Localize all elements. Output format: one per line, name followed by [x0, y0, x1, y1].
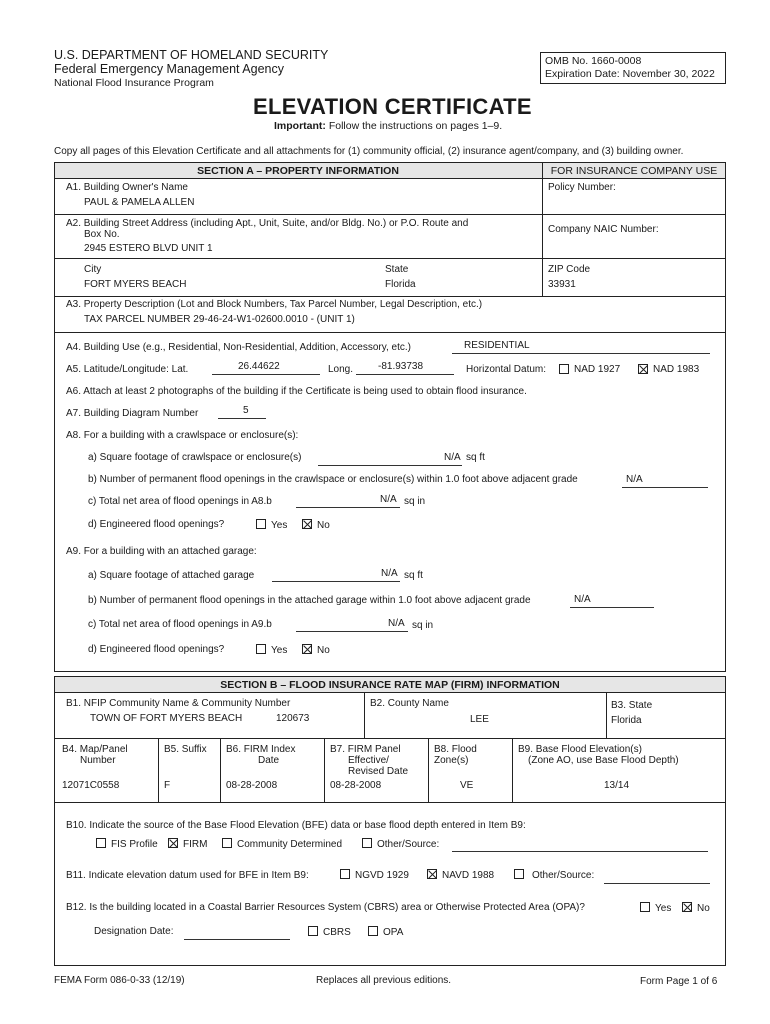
- replaces-note: Replaces all previous editions.: [316, 975, 452, 986]
- b8-label-cont: Zone(s): [434, 755, 469, 766]
- important-text: Follow the instructions on pages 1–9.: [325, 120, 503, 132]
- naic-number-label: Company NAIC Number:: [548, 224, 659, 235]
- b12-yes-label: Yes: [655, 903, 672, 914]
- b11-label: B11. Indicate elevation datum used for BFE in Item B9:: [66, 870, 309, 881]
- a9a-value[interactable]: N/A: [381, 568, 398, 579]
- ngvd1929-checkbox[interactable]: [340, 869, 350, 879]
- navd1988-label: NAVD 1988: [442, 870, 495, 881]
- a9d-yes-checkbox[interactable]: [256, 644, 266, 654]
- a5-label: A5. Latitude/Longitude: Lat.: [66, 364, 189, 375]
- nad1983-checkbox[interactable]: [638, 364, 648, 374]
- section-b-heading: SECTION B – FLOOD INSURANCE RATE MAP (FIRM) INFORMATION: [220, 679, 560, 691]
- community-determined-label: Community Determined: [237, 839, 343, 850]
- designation-date-label: Designation Date:: [94, 926, 174, 937]
- a5-long-label: Long.: [328, 364, 354, 375]
- a7-diagram-number[interactable]: 5: [243, 405, 249, 416]
- b2-county[interactable]: LEE: [470, 714, 489, 725]
- a8d-yes-checkbox[interactable]: [256, 519, 266, 529]
- a6-label: A6. Attach at least 2 photographs of the building if the Certificate is being used to obtain flood insurance.: [66, 386, 527, 397]
- ngvd1929-label: NGVD 1929: [355, 870, 409, 881]
- opa-checkbox[interactable]: [368, 926, 378, 936]
- b6-firm-index-date[interactable]: 08-28-2008: [226, 780, 278, 791]
- a9-label: A9. For a building with an attached garage:: [66, 546, 257, 557]
- opa-label: OPA: [383, 927, 404, 938]
- a8d-no-label: No: [317, 520, 330, 531]
- a4-building-use[interactable]: RESIDENTIAL: [464, 340, 530, 351]
- important-label: Important:: [274, 120, 326, 132]
- zip-label: ZIP Code: [548, 264, 591, 275]
- a9a-label: a) Square footage of attached garage: [88, 570, 255, 581]
- fis-profile-label: FIS Profile: [111, 839, 158, 850]
- a9b-label: b) Number of permanent flood openings in the attached garage within 1.0 foot above adjacent grade: [88, 595, 531, 606]
- a3-label: A3. Property Description (Lot and Block Numbers, Tax Parcel Number, Legal Description, etc.): [66, 299, 483, 310]
- state-value[interactable]: Florida: [385, 279, 416, 290]
- a8d-label: d) Engineered flood openings?: [88, 519, 225, 530]
- copy-note: Copy all pages of this Elevation Certificate and all attachments for (1) community official, (2) insurance agent/company, and (3) building owner.: [54, 146, 684, 157]
- b7-label-cont: Effective/: [348, 755, 389, 766]
- community-determined-checkbox[interactable]: [222, 838, 232, 848]
- b12-no-label: No: [697, 903, 710, 914]
- a8a-unit: sq ft: [466, 452, 485, 463]
- form-title: ELEVATION CERTIFICATE: [253, 94, 532, 119]
- a8a-value[interactable]: N/A: [444, 452, 461, 463]
- a8d-no-checkbox[interactable]: [302, 519, 312, 529]
- a9c-label: c) Total net area of flood openings in A9.b: [88, 619, 272, 630]
- b11-other-label: Other/Source:: [532, 870, 595, 881]
- b11-other-checkbox[interactable]: [514, 869, 524, 879]
- b4-label: B4. Map/Panel: [62, 744, 128, 755]
- b4-map-panel-number[interactable]: 12071C0558: [62, 780, 120, 791]
- b9-base-flood-elevation[interactable]: 13/14: [604, 780, 630, 791]
- a4-label: A4. Building Use (e.g., Residential, Non-Residential, Addition, Accessory, etc.): [66, 342, 411, 353]
- a3-property-description[interactable]: TAX PARCEL NUMBER 29-46-24-W1-02600.0010 - (UNIT 1): [84, 314, 355, 325]
- a2-street-address[interactable]: 2945 ESTERO BLVD UNIT 1: [84, 243, 213, 254]
- cbrs-label: CBRS: [323, 927, 351, 938]
- a9d-yes-label: Yes: [271, 645, 288, 656]
- a8d-yes-label: Yes: [271, 520, 288, 531]
- b12-no-checkbox[interactable]: [682, 902, 692, 912]
- b8-label: B8. Flood: [434, 744, 477, 755]
- other-source-checkbox[interactable]: [362, 838, 372, 848]
- agency-name: Federal Emergency Management Agency: [54, 62, 284, 76]
- b10-label: B10. Indicate the source of the Base Flood Elevation (BFE) data or base flood depth entered in Item B9:: [66, 820, 526, 831]
- page-number: Form Page 1 of 6: [640, 976, 718, 987]
- a5-latitude[interactable]: 26.44622: [238, 361, 280, 372]
- b7-label: B7. FIRM Panel: [330, 744, 401, 755]
- expiration-date: Expiration Date: November 30, 2022: [545, 68, 715, 80]
- b3-state[interactable]: Florida: [611, 715, 642, 726]
- b2-label: B2. County Name: [370, 698, 449, 709]
- b12-yes-checkbox[interactable]: [640, 902, 650, 912]
- horizontal-datum-label: Horizontal Datum:: [466, 364, 547, 375]
- nad1927-label: NAD 1927: [574, 364, 621, 375]
- nad1927-checkbox[interactable]: [559, 364, 569, 374]
- a1-owner-name[interactable]: PAUL & PAMELA ALLEN: [84, 197, 195, 208]
- a8-label: A8. For a building with a crawlspace or enclosure(s):: [66, 430, 299, 441]
- a8b-label: b) Number of permanent flood openings in the crawlspace or enclosure(s) within 1.0 foot above adjacent grade: [88, 474, 578, 485]
- section-a-heading: SECTION A – PROPERTY INFORMATION: [197, 165, 399, 177]
- b4-label-cont: Number: [80, 755, 116, 766]
- zip-value[interactable]: 33931: [548, 279, 576, 290]
- a2-label: A2. Building Street Address (including Apt., Unit, Suite, and/or Bldg. No.) or P.O. Route and: [66, 218, 469, 229]
- b5-label: B5. Suffix: [164, 744, 207, 755]
- a5-longitude[interactable]: -81.93738: [378, 361, 424, 372]
- b1-label: B1. NFIP Community Name & Community Number: [66, 698, 291, 709]
- a8c-unit: sq in: [404, 496, 426, 507]
- important-note: [274, 120, 502, 132]
- form-number: FEMA Form 086-0-33 (12/19): [54, 975, 185, 986]
- b1-community-number[interactable]: 120673: [276, 713, 310, 724]
- policy-number-label: Policy Number:: [548, 182, 616, 193]
- firm-label: FIRM: [183, 839, 208, 850]
- b6-label: B6. FIRM Index: [226, 744, 296, 755]
- b9-label-cont: (Zone AO, use Base Flood Depth): [528, 755, 679, 766]
- b5-suffix[interactable]: F: [164, 780, 171, 791]
- fis-profile-checkbox[interactable]: [96, 838, 106, 848]
- a9d-no-checkbox[interactable]: [302, 644, 312, 654]
- city-value[interactable]: FORT MYERS BEACH: [84, 279, 187, 290]
- cbrs-checkbox[interactable]: [308, 926, 318, 936]
- a9a-unit: sq ft: [404, 570, 423, 581]
- a8c-label: c) Total net area of flood openings in A8.b: [88, 496, 272, 507]
- a9d-no-label: No: [317, 645, 330, 656]
- firm-checkbox[interactable]: [168, 838, 178, 848]
- a8c-value[interactable]: N/A: [380, 494, 397, 505]
- a2-label-cont: Box No.: [84, 229, 120, 240]
- a9d-label: d) Engineered flood openings?: [88, 644, 225, 655]
- b6-label-cont: Date: [258, 755, 280, 766]
- a8a-label: a) Square footage of crawlspace or enclosure(s): [88, 452, 302, 463]
- a7-label: A7. Building Diagram Number: [66, 408, 199, 419]
- state-label: State: [385, 264, 409, 275]
- a9b-value[interactable]: N/A: [574, 594, 591, 605]
- b7-label-cont2: Revised Date: [348, 766, 409, 777]
- b8-flood-zone[interactable]: VE: [460, 780, 474, 791]
- department-name: U.S. DEPARTMENT OF HOMELAND SECURITY: [54, 48, 329, 62]
- b9-label: B9. Base Flood Elevation(s): [518, 744, 642, 755]
- city-label: City: [84, 264, 102, 275]
- b3-label: B3. State: [611, 700, 653, 711]
- nad1983-label: NAD 1983: [653, 364, 700, 375]
- b1-community-name[interactable]: TOWN OF FORT MYERS BEACH: [90, 713, 243, 724]
- navd1988-checkbox[interactable]: [427, 869, 437, 879]
- omb-number: OMB No. 1660-0008: [545, 55, 642, 67]
- a8b-value[interactable]: N/A: [626, 474, 643, 485]
- a1-label: A1. Building Owner's Name: [66, 182, 188, 193]
- other-source-label: Other/Source:: [377, 839, 440, 850]
- a9c-unit: sq in: [412, 620, 434, 631]
- program-name: National Flood Insurance Program: [54, 77, 214, 89]
- a9c-value[interactable]: N/A: [388, 618, 405, 629]
- b12-label: B12. Is the building located in a Coastal Barrier Resources System (CBRS) area or Otherwise Protected Area (OPA)?: [66, 902, 585, 913]
- insurance-use-heading: FOR INSURANCE COMPANY USE: [550, 165, 718, 177]
- b7-firm-panel-date[interactable]: 08-28-2008: [330, 780, 382, 791]
